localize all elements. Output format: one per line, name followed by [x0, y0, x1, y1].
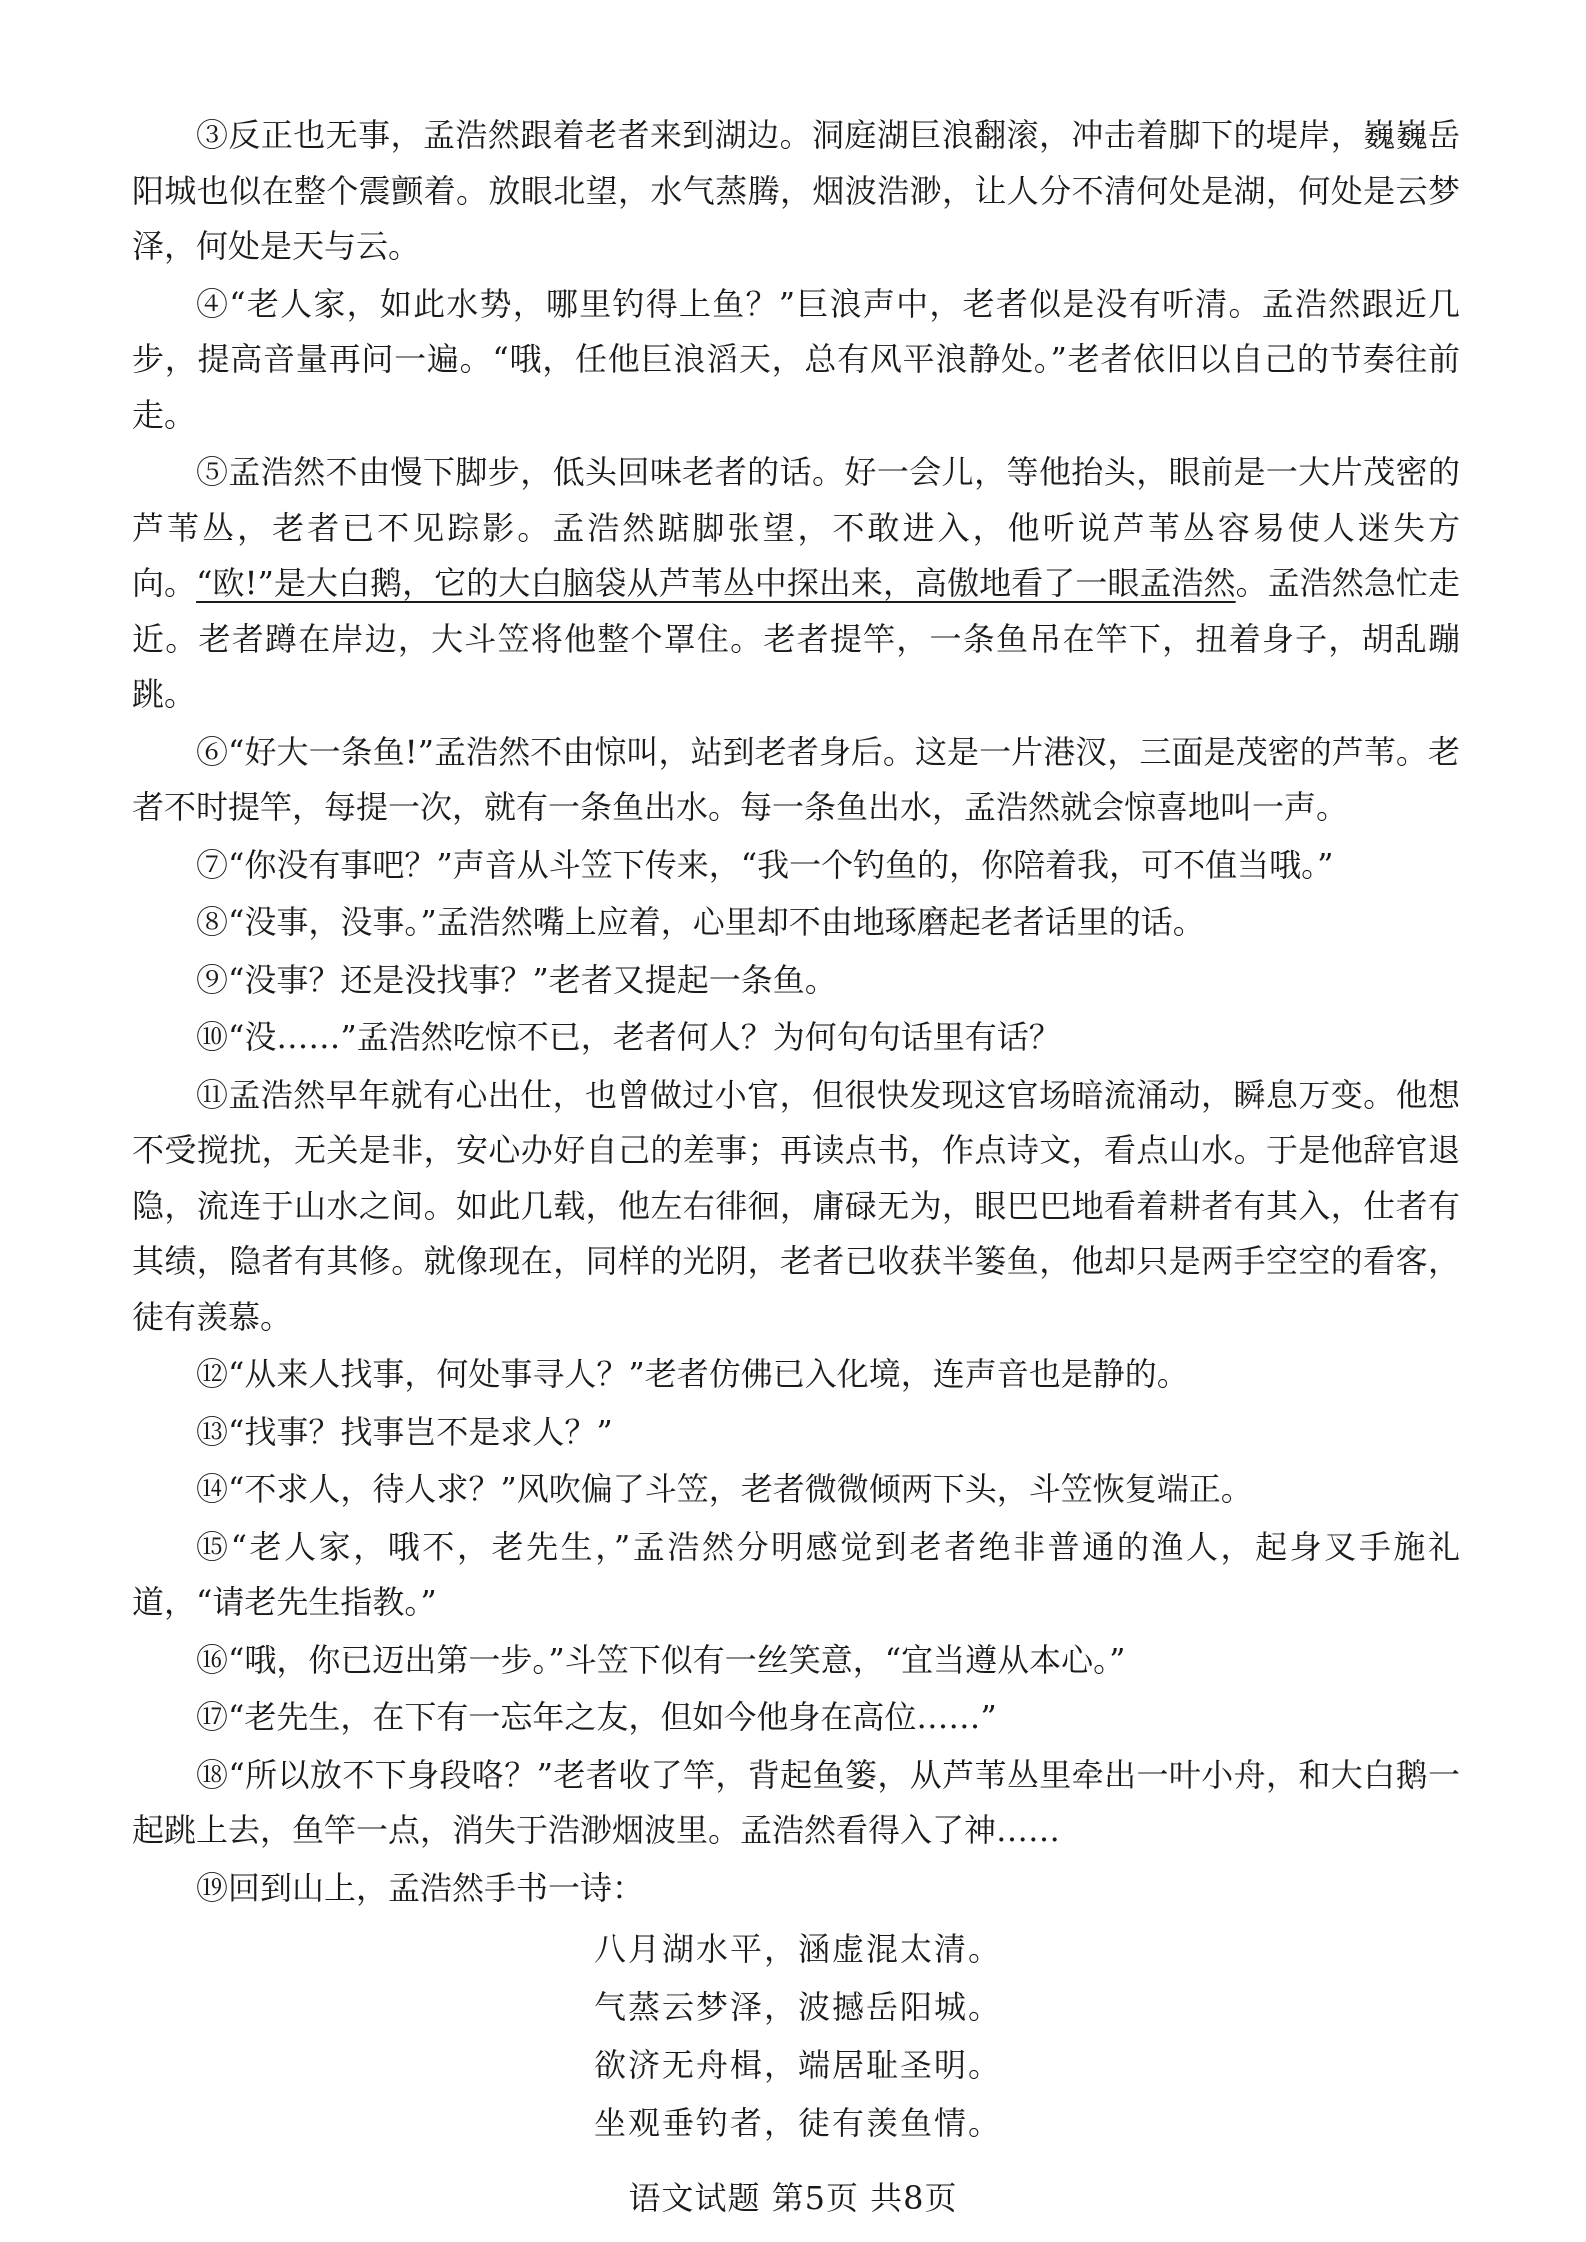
poem-line: 坐观垂钓者，徒有羡鱼情。 [594, 2104, 1003, 2142]
paragraph-5 [132, 445, 1460, 723]
paragraph-15: ⑮“老人家，哦不，老先生，”孟浩然分明感觉到老者绝非普通的渔人，起身叉手施礼道，“请老先生指教。” [132, 1527, 1460, 1621]
poem [132, 1920, 1460, 2152]
paragraph-13: ⑬“找事？找事岂不是求人？” [196, 1412, 613, 1451]
paragraph-18: ⑱“所以放不下身段咯？”老者收了竿，背起鱼篓，从芦苇丛里牵出一叶小舟，和大白鹅一起跳上去，鱼竿一点，消失于浩渺烟波里。孟浩然看得入了神…… [132, 1755, 1460, 1849]
paragraph-8: ⑧“没事，没事。”孟浩然嘴上应着，心里却不由地琢磨起老者话里的话。 [196, 903, 1205, 941]
paragraph-14: ⑭“不求人，待人求？”风吹偏了斗笠，老者微微倾两下头，斗笠恢复端正。 [196, 1470, 1253, 1508]
poem-line: 欲济无舟楫，端居耻圣明。 [594, 2046, 1003, 2084]
paragraph-10: ⑩“没……”孟浩然吃惊不已，老者何人？为何句句话里有话？ [196, 1018, 1061, 1056]
paragraph-6: ⑥“好大一条鱼!”孟浩然不由惊叫，站到老者身后。这是一片港汊，三面是茂密的芦苇。老者不时提竿，每提一次，就有一条鱼出水。每一条鱼出水，孟浩然就会惊喜地叫一声。 [132, 732, 1460, 826]
passage-body [132, 108, 1460, 2152]
paragraph-11: ⑪孟浩然早年就有心出仕，也曾做过小官，但很快发现这官场暗流涌动，瞬息万变。他想不受搅扰，无关是非，安心办好自己的差事；再读点书，作点诗文，看点山水。于是他辞官退隐，流连于山水之间。如此几载，他左右徘徊，庸碌无为，眼巴巴地看着耕者有其入，仕者有其绩，隐者有其修。就像现在，同样的光阴，老者已收获半篓鱼，他却只是两手空空的看客，徒有羡慕。 [132, 1075, 1460, 1336]
paragraph-12: ⑫“从来人找事，何处事寻人？”老者仿佛已入化境，连声音也是静的。 [196, 1355, 1189, 1393]
paragraph-7: ⑦“你没有事吧？”声音从斗笠下传来，“我一个钓鱼的，你陪着我，可不值当哦。” [196, 845, 1334, 884]
paragraph-5-text-before: ⑤孟浩然不由慢下脚步，低头回味老者的话。好一会儿，等他抬头，眼前是一大片茂密的芦苇丛，老者已不见踪影。孟浩然踮脚张望，不敢进入，他听说芦苇丛容易使人迷失方向。 [132, 453, 1460, 602]
paragraph-19: ⑲回到山上，孟浩然手书一诗： [196, 1868, 645, 1907]
paragraph-9: ⑨“没事？还是没找事？”老者又提起一条鱼。 [196, 960, 837, 999]
paragraph-4: ④“老人家，如此水势，哪里钓得上鱼？”巨浪声中，老者似是没有听清。孟浩然跟近几步，提高音量再问一遍。“哦，任他巨浪滔天，总有风平浪静处。”老者依旧以自己的节奏往前走。 [132, 284, 1460, 434]
poem-line: 气蒸云梦泽，波撼岳阳城。 [594, 1988, 1003, 2026]
paragraph-5-text-after: 。孟浩然急忙走近。老者蹲在岸边，大斗笠将他整个罩住。老者提竿，一条鱼吊在竿下，扭着身子，胡乱蹦跳。 [132, 564, 1460, 713]
paragraph-3: ③反正也无事，孟浩然跟着老者来到湖边。洞庭湖巨浪翻滚，冲击着脚下的堤岸，巍巍岳阳城也似在整个震颤着。放眼北望，水气蒸腾，烟波浩渺，让人分不清何处是湖，何处是云梦泽，何处是天与云。 [132, 116, 1460, 265]
paragraph-16: ⑯“哦，你已迈出第一步。”斗笠下似有一丝笑意，“宜当遵从本心。” [196, 1640, 1126, 1679]
page-footer: 语文试题 第5页 共8页 [628, 2179, 958, 2217]
paragraph-17: ⑰“老先生，在下有一忘年之友，但如今他身在高位……” [196, 1698, 997, 1736]
poem-line: 八月湖水平，涵虚混太清。 [594, 1930, 1003, 1968]
underlined-sentence: “欧!”是大白鹅，它的大白脑袋从芦苇丛中探出来，高傲地看了一眼孟浩然 [196, 564, 1236, 602]
